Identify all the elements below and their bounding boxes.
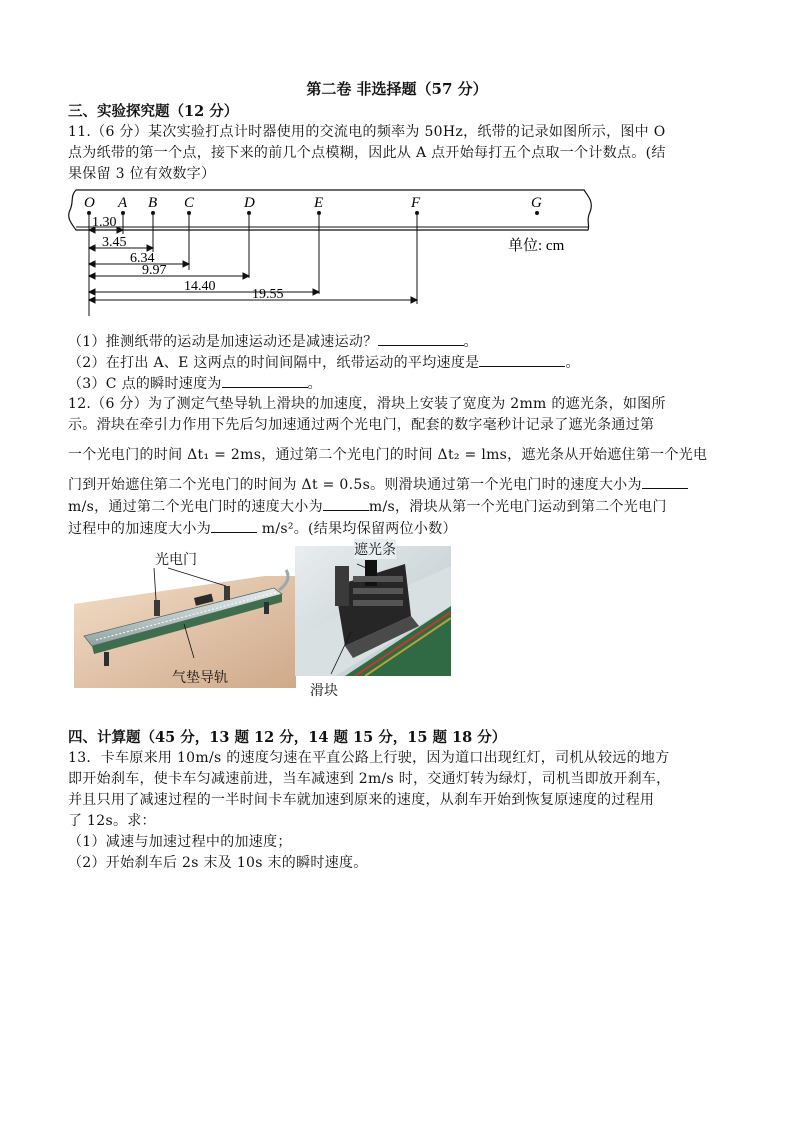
q11-sub-3-text: （3）C 点的瞬时速度为 <box>68 376 222 392</box>
q13-text-line-3: 并且只用了减速过程的一半时间卡车就加速到原来的速度，从刹车开始到恢复原速度的过程用 <box>68 792 655 808</box>
label-light-strip: 遮光条 <box>354 539 396 559</box>
distance-OB: 3.45 <box>102 235 127 250</box>
q11-text-line-1: 11.（6 分）某次实验打点计时器使用的交流电的频率为 50Hz，纸带的记录如图所示，图中 O <box>68 124 666 140</box>
q11-sub-2-end: 。 <box>565 355 580 371</box>
q12-text-line-4 <box>68 474 688 494</box>
q12-text-line-2: 示。滑块在牵引力作用下先后匀加速通过两个光电门，配套的数字毫秒计记录了遮光条通过第 <box>68 417 655 433</box>
q13-text-line-2: 即开始刹车，使卡车匀减速前进，当车减速到 2m/s 时，交通灯转为绿灯，司机当即放开刹车， <box>68 771 671 787</box>
q12-answer-blank-3[interactable] <box>211 518 257 533</box>
tape-point-G: G <box>531 195 542 211</box>
tape-point-D: D <box>244 195 255 211</box>
tape-point-O: O <box>84 195 95 211</box>
q11-sub-2 <box>68 352 580 372</box>
page-title: 第二卷 非选择题（57 分） <box>306 80 488 98</box>
paper-tape-diagram <box>64 186 604 316</box>
distance-OD: 9.97 <box>142 263 167 278</box>
distance-OC: 6.34 <box>130 251 155 266</box>
q11-answer-blank-3[interactable] <box>222 373 308 388</box>
q12-line-5-text-a: m/s，通过第二个光电门时的速度大小为 <box>68 499 323 515</box>
q12-text-line-3: 一个光电门的时间 Δt₁ = 2ms，通过第二个光电门的时间 Δt₂ = lms，遮光条从开始遮住第一个光电 <box>68 447 708 463</box>
distance-OE: 14.40 <box>184 279 216 294</box>
distance-OF: 19.55 <box>252 287 284 302</box>
q11-text-line-2: 点为纸带的第一个点，接下来的前几个点模糊，因此从 A 点开始每打五个点取一个计数点。(结 <box>68 145 666 161</box>
q12-text-line-6 <box>68 518 457 538</box>
q13-sub-2: （2）开始刹车后 2s 末及 10s 末的瞬时速度。 <box>68 855 368 871</box>
tape-point-B: B <box>148 195 158 211</box>
q11-sub-1 <box>68 331 478 351</box>
label-air-track: 气垫导轨 <box>172 670 228 686</box>
q11-answer-blank-2[interactable] <box>479 352 565 367</box>
q11-sub-1-text: （1）推测纸带的运动是加速运动还是减速运动？ <box>68 334 378 350</box>
tape-point-C: C <box>184 195 195 211</box>
q12-text-line-1: 12.（6 分）为了测定气垫导轨上滑块的加速度，滑块上安装了宽度为 2mm 的遮光条，如图所 <box>68 396 666 412</box>
tape-point-E: E <box>314 195 324 211</box>
q13-text-line-4: 了 12s。求： <box>68 813 156 829</box>
q12-line-6-text-b: m/s²。(结果均保留两位小数） <box>257 521 457 537</box>
q12-line-5-text-b: m/s，滑块从第一个光电门运动到第二个光电门 <box>368 499 667 515</box>
section-3-heading: 三、实验探究题（12 分） <box>68 103 239 120</box>
q11-text-line-3: 果保留 3 位有效数字） <box>68 166 216 182</box>
slider-photo <box>295 546 451 676</box>
section-4-heading: 四、计算题（45 分，13 题 12 分，14 题 15 分，15 题 18 分） <box>68 729 507 746</box>
q12-answer-blank-2[interactable] <box>323 496 369 511</box>
q12-line-4-text: 门到开始遮住第二个光电门的时间为 Δt = 0.5s。则滑块通过第一个光电门时的速度大小为 <box>68 477 642 493</box>
q12-line-6-text-a: 过程中的加速度大小为 <box>68 521 211 537</box>
q11-sub-3-end: 。 <box>307 376 322 392</box>
distance-OA: 1.30 <box>92 215 117 230</box>
q11-sub-2-text: （2）在打出 A、E 这两点的时间间隔中，纸带运动的平均速度是 <box>68 355 480 371</box>
q11-sub-1-end: 。 <box>463 334 478 350</box>
tape-dot-G <box>535 211 539 215</box>
label-slider: 滑块 <box>310 683 338 699</box>
q11-sub-3 <box>68 373 322 393</box>
label-photo-gate: 光电门 <box>155 552 197 568</box>
tape-unit-label: 单位: cm <box>508 238 565 254</box>
q13-text-line-1: 13．卡车原来用 10m/s 的速度匀速在平直公路上行驶，因为道口出现红灯，司机从较远的地方 <box>68 750 670 766</box>
q11-answer-blank-1[interactable] <box>378 331 464 346</box>
q13-sub-1: （1）减速与加速过程中的加速度； <box>68 834 292 850</box>
tape-point-F: F <box>411 195 421 211</box>
q12-text-line-5 <box>68 496 667 516</box>
q12-answer-blank-1[interactable] <box>642 474 688 489</box>
tape-point-A: A <box>118 195 128 211</box>
